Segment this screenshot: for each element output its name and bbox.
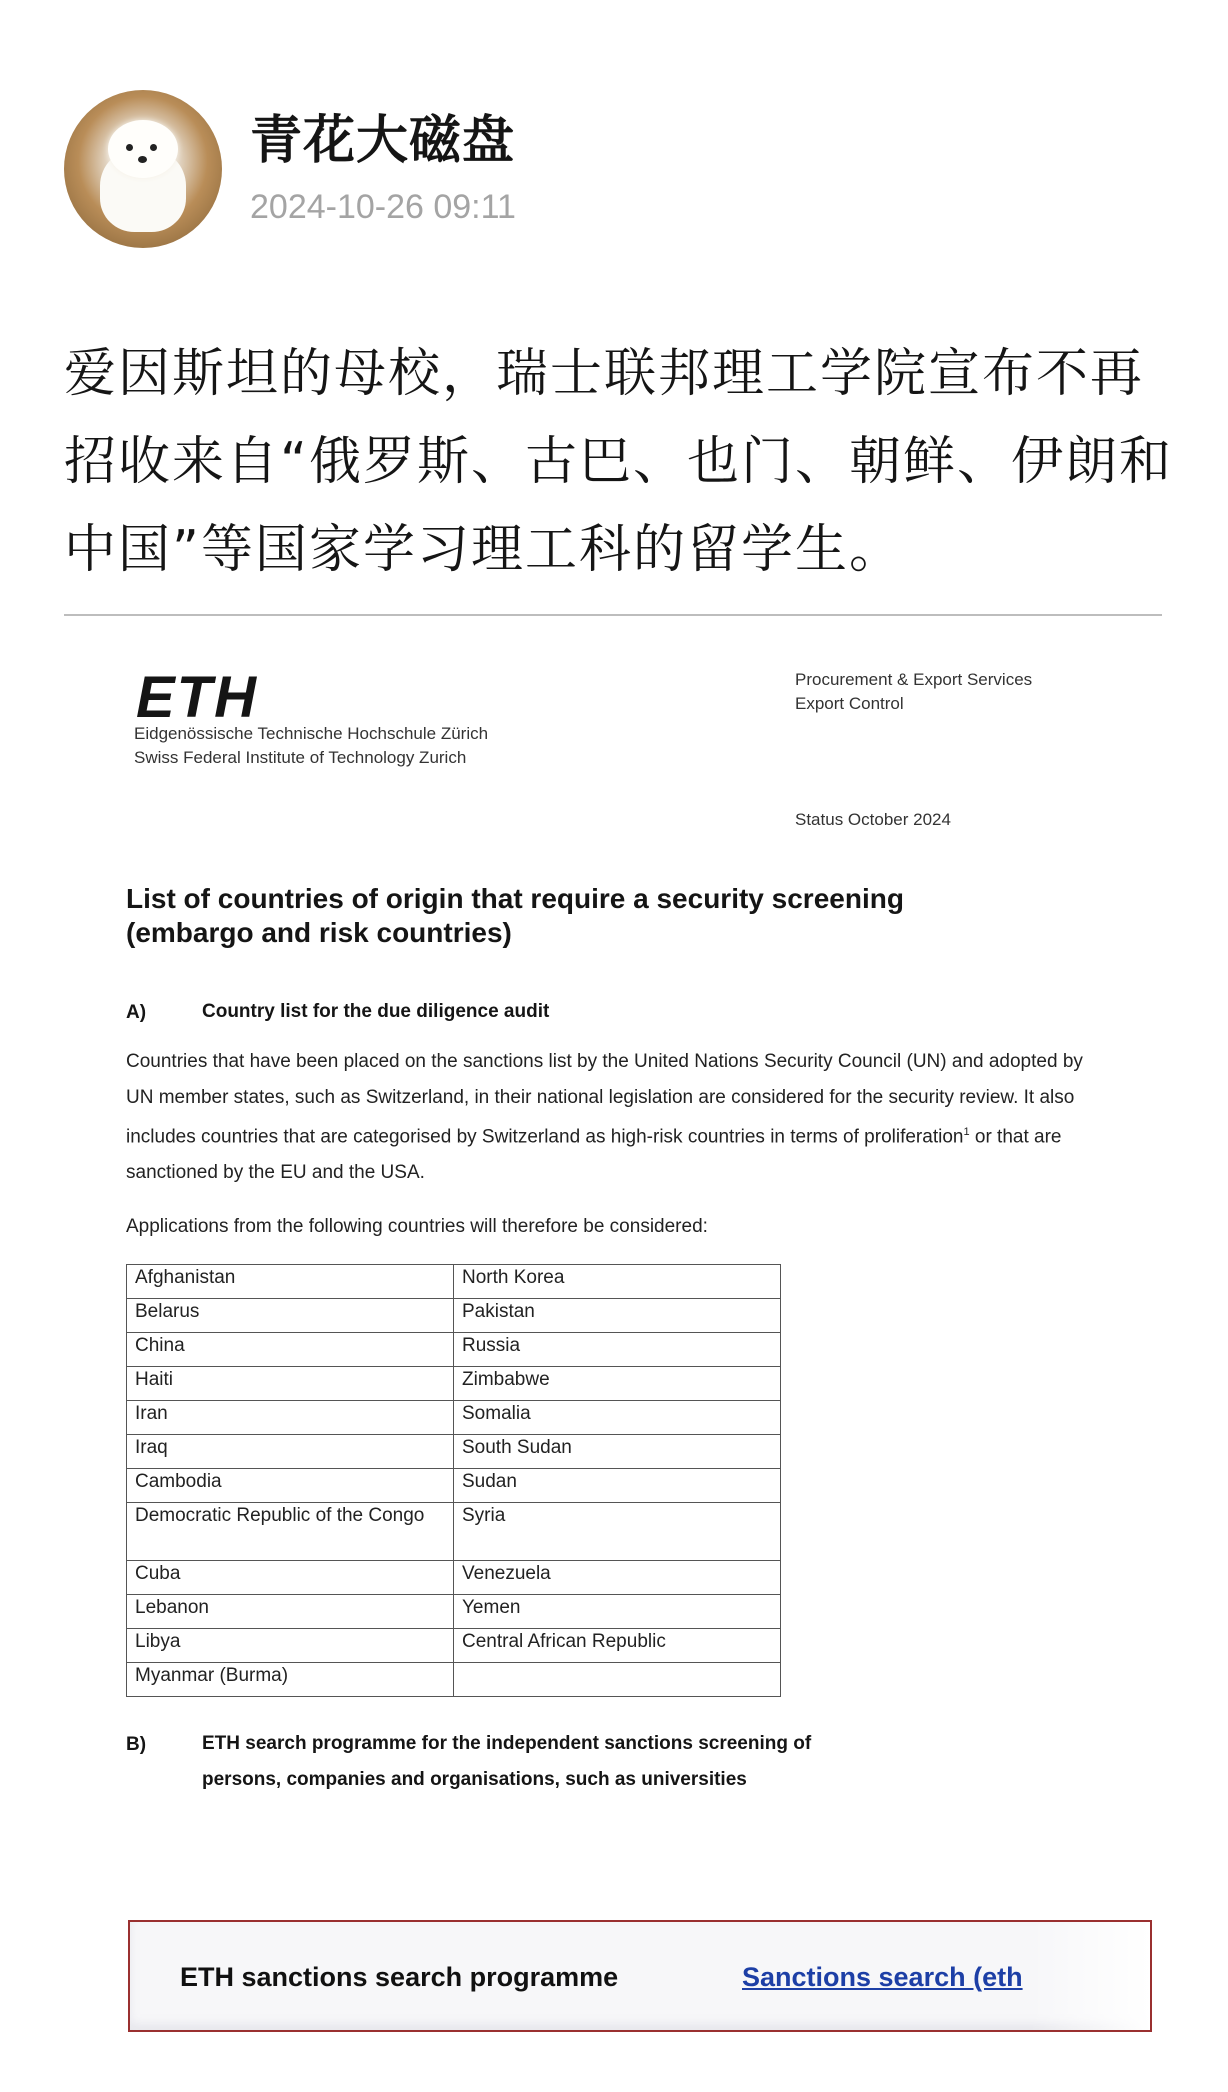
username[interactable]: 青花大磁盘 (250, 111, 516, 171)
table-cell: Pakistan (454, 1299, 781, 1333)
avatar-eye-left (126, 144, 133, 151)
section-b-label: B) (126, 1734, 147, 1755)
table-cell: Myanmar (Burma) (127, 1663, 454, 1697)
sanctions-search-box (128, 1920, 1152, 2032)
avatar-eye-right (150, 144, 157, 151)
institution-english: Swiss Federal Institute of Technology Zurich (134, 748, 467, 767)
table-cell: Syria (454, 1503, 781, 1561)
countries-table (126, 1264, 781, 1697)
post-text: 爱因斯坦的母校，瑞士联邦理工学院宣布不再招收来自“俄罗斯、古巴、也门、朝鲜、伊朗和中国”等国家学习理工科的留学生。 (64, 344, 1173, 580)
paragraph-end: or that are sanctioned by the EU and the USA. (126, 1126, 1062, 1183)
post-timestamp: 2024-10-26 09:11 (250, 188, 516, 226)
document-title-line2: (embargo and risk countries) (126, 917, 512, 948)
table-cell: Sudan (454, 1469, 781, 1503)
department-line1: Procurement & Export Services (795, 670, 1033, 689)
table-cell: South Sudan (454, 1435, 781, 1469)
table-cell: Democratic Republic of the Congo (127, 1503, 454, 1561)
avatar[interactable] (64, 90, 222, 248)
table-cell: Lebanon (127, 1595, 454, 1629)
avatar-dog-head (108, 120, 178, 178)
search-programme-label: ETH sanctions search programme (180, 1962, 619, 1992)
document-title (126, 882, 904, 950)
section-b-title-line1: ETH search programme for the independent sanctions screening of (202, 1733, 812, 1754)
document-status: Status October 2024 (795, 810, 951, 829)
table-cell: Yemen (454, 1595, 781, 1629)
table-cell: Cambodia (127, 1469, 454, 1503)
table-cell (454, 1663, 781, 1697)
avatar-nose (138, 156, 147, 163)
table-cell: Afghanistan (127, 1265, 454, 1299)
section-b-title-line2: persons, companies and organisations, such as universities (202, 1769, 747, 1790)
table-cell: Belarus (127, 1299, 454, 1333)
post-header (64, 90, 1164, 260)
section-a-paragraph (126, 1044, 1086, 1190)
document-image[interactable] (0, 620, 1228, 2092)
table-cell: Libya (127, 1629, 454, 1663)
table-cell: Venezuela (454, 1561, 781, 1595)
table-cell: China (127, 1333, 454, 1367)
fade-overlay (1030, 1922, 1150, 2030)
sanctions-search-link[interactable]: Sanctions search (eth (742, 1962, 1023, 1992)
institution-german: Eidgenössische Technische Hochschule Zürich (134, 724, 489, 743)
department-line2: Export Control (795, 694, 904, 713)
table-cell: Central African Republic (454, 1629, 781, 1663)
table-cell: Russia (454, 1333, 781, 1367)
table-cell: Iran (127, 1401, 454, 1435)
eth-logo: ETH (136, 665, 258, 730)
divider (64, 614, 1162, 616)
section-a-title: Country list for the due diligence audit (202, 1001, 550, 1022)
paragraph-main: Countries that have been placed on the sanctions list by the United Nations Security Council (UN) and adopted by UN member states, such as Switzerland, in their national legislation are considered for the security review. It also includes countries that are categorised by Switzerland as high-risk countries in terms of proliferation (126, 1051, 1083, 1148)
section-a-label: A) (126, 1002, 147, 1023)
table-cell: Iraq (127, 1435, 454, 1469)
footnote-mark: 1 (963, 1126, 970, 1138)
document-title-line1: List of countries of origin that require a security screening (126, 883, 904, 914)
section-b-title (202, 1726, 811, 1798)
countries-intro: Applications from the following countries will therefore be considered: (126, 1216, 708, 1237)
table-cell: Somalia (454, 1401, 781, 1435)
table-cell: Zimbabwe (454, 1367, 781, 1401)
table-cell: Cuba (127, 1561, 454, 1595)
table-cell: North Korea (454, 1265, 781, 1299)
table-cell: Haiti (127, 1367, 454, 1401)
